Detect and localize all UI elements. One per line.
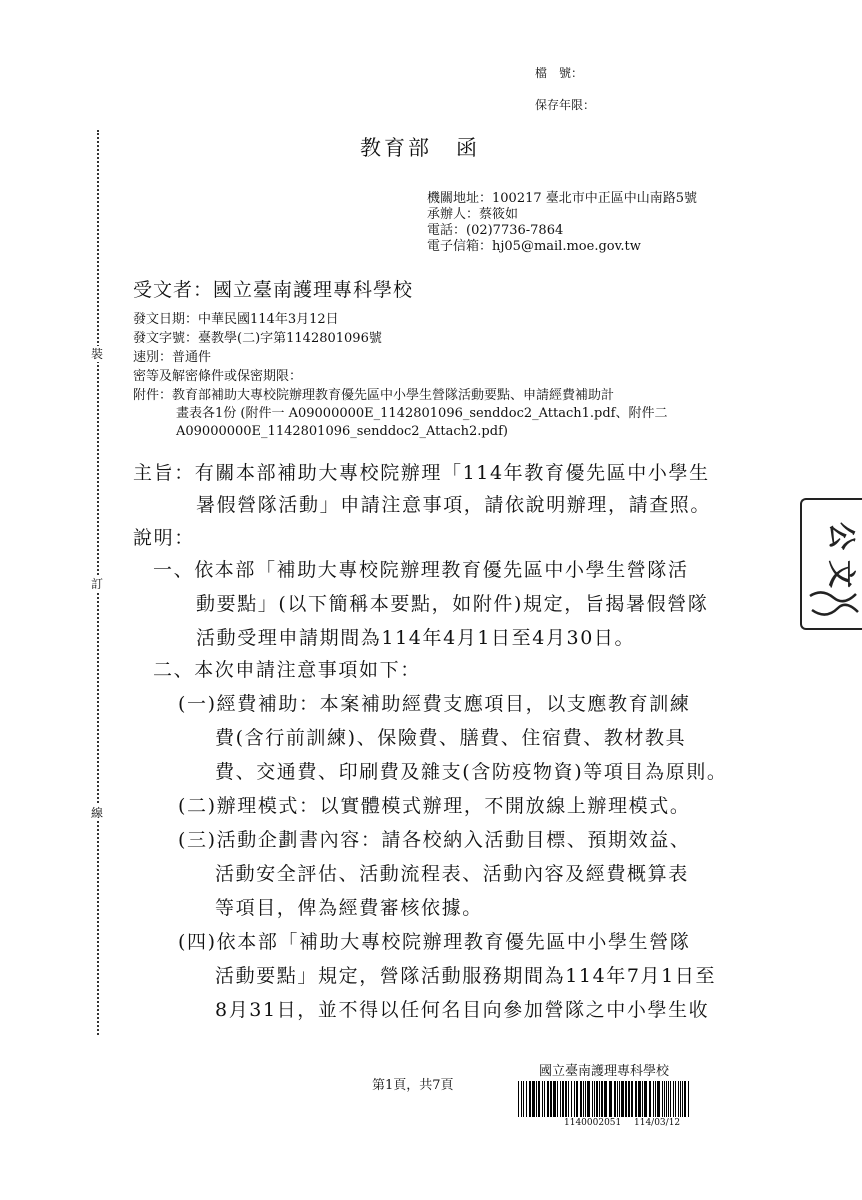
barcode-bar bbox=[562, 1081, 564, 1117]
recipient: 受文者：國立臺南護理專科學校 bbox=[133, 279, 414, 301]
subject-line-1: 主旨：有關本部補助大專校院辦理「114年教育優先區中小學生 bbox=[133, 462, 710, 484]
barcode-bar bbox=[550, 1081, 552, 1117]
barcode-bar bbox=[599, 1081, 600, 1117]
sub-item-1-line-1: (一)經費補助：本案補助經費支應項目，以支應教育訓練 bbox=[178, 693, 691, 715]
barcode-bar bbox=[614, 1081, 616, 1117]
barcode-bar bbox=[673, 1081, 674, 1117]
barcode-bar bbox=[621, 1081, 624, 1117]
svg-text:文: 文 bbox=[825, 559, 858, 589]
sub-item-3-line-3: 等項目，俾為經費審核依據。 bbox=[215, 897, 483, 919]
sub-item-3-line-1: (三)活動企劃書內容：請各校納入活動目標、預期效益、 bbox=[178, 829, 691, 851]
barcode-bar bbox=[594, 1081, 595, 1117]
file-number-label: 檔 號： bbox=[535, 66, 584, 80]
sub-item-2-line-1: (二)辦理模式：以實體模式辦理，不開放線上辦理模式。 bbox=[178, 795, 691, 817]
agency-contact: 承辦人：蔡筱如 bbox=[427, 207, 519, 222]
barcode-bar bbox=[684, 1081, 686, 1117]
barcode-bar bbox=[655, 1081, 656, 1117]
barcode-bar bbox=[638, 1081, 641, 1117]
barcode-bar bbox=[553, 1081, 556, 1117]
issue-date: 發文日期：中華民國114年3月12日 bbox=[133, 312, 339, 327]
svg-text:公: 公 bbox=[825, 521, 858, 551]
barcode-bar bbox=[574, 1081, 575, 1117]
agency-phone: 電話：(02)7736-7864 bbox=[427, 223, 564, 238]
subject-line-2: 暑假營隊活動」申請注意事項，請依說明辦理，請查照。 bbox=[196, 494, 712, 516]
sub-item-4-line-1: (四)依本部「補助大專校院辦理教育優先區中小學生營隊 bbox=[178, 931, 691, 953]
barcode-bar bbox=[609, 1081, 612, 1117]
barcode-bar bbox=[538, 1081, 540, 1117]
barcode-image bbox=[516, 1080, 692, 1118]
barcode-bar bbox=[526, 1081, 527, 1117]
explanation-heading: 說明： bbox=[133, 527, 195, 549]
barcode-bar bbox=[601, 1081, 603, 1117]
sub-item-1-line-3: 費、交通費、印刷費及雜支(含防疫物資)等項目為原則。 bbox=[215, 761, 728, 783]
barcode-bar bbox=[649, 1081, 651, 1117]
binding-char-zhuang: 裝 bbox=[90, 347, 103, 361]
retention-label: 保存年限： bbox=[535, 98, 596, 112]
barcode-block bbox=[516, 1063, 692, 1128]
attachments-line-1: 附件：教育部補助大專校院辦理教育優先區中小學生營隊活動要點、申請經費補助計 bbox=[133, 388, 615, 403]
explanation-item-1-line-1: 一、依本部「補助大專校院辦理教育優先區中小學生營隊活 bbox=[153, 559, 689, 581]
barcode-bar bbox=[688, 1081, 689, 1117]
barcode-bar bbox=[544, 1081, 545, 1117]
barcode-bar bbox=[617, 1081, 618, 1117]
sub-item-4-line-2: 活動要點」規定，營隊活動服務期間為114年7月1日至 bbox=[215, 965, 717, 987]
barcode-bar bbox=[653, 1081, 654, 1117]
delivery-speed: 速別：普通件 bbox=[133, 350, 212, 365]
barcode-bar bbox=[585, 1081, 586, 1117]
barcode-bar bbox=[583, 1081, 584, 1117]
barcode-bar bbox=[560, 1081, 561, 1117]
barcode-bar bbox=[657, 1081, 660, 1117]
barcode-bar bbox=[664, 1081, 665, 1117]
barcode-bar bbox=[523, 1081, 524, 1117]
attachments-line-2: 畫表各1份 (附件一 A09000000E_1142801096_senddoc2_Attach1.pdf、附件二 bbox=[176, 406, 668, 421]
barcode-bar bbox=[536, 1081, 537, 1117]
barcode-bar bbox=[678, 1081, 679, 1117]
binding-char-xian: 線 bbox=[90, 806, 103, 820]
sub-item-1-line-2: 費(含行前訓練)、保險費、膳費、住宿費、教材教具 bbox=[215, 727, 687, 749]
sub-item-3-line-2: 活動安全評估、活動流程表、活動內容及經費概算表 bbox=[215, 863, 689, 885]
document-number: 發文字號：臺教學(二)字第1142801096號 bbox=[133, 331, 382, 346]
barcode-bar bbox=[532, 1081, 535, 1117]
barcode-bar bbox=[642, 1081, 643, 1117]
explanation-item-1-line-3: 活動受理申請期間為114年4月1日至4月30日。 bbox=[196, 627, 636, 649]
barcode-bar bbox=[568, 1081, 569, 1117]
barcode-bar bbox=[587, 1081, 590, 1117]
receipt-stamp bbox=[800, 498, 862, 630]
document-title: 教育部 函 bbox=[360, 136, 480, 160]
agency-email: 電子信箱：hj05@mail.moe.gov.tw bbox=[427, 239, 641, 254]
barcode-bar bbox=[666, 1081, 667, 1117]
barcode-bar bbox=[557, 1081, 558, 1117]
barcode-bar bbox=[576, 1081, 578, 1117]
barcode-bar bbox=[644, 1081, 647, 1117]
barcode-bar bbox=[625, 1081, 627, 1117]
barcode-bar bbox=[628, 1081, 630, 1117]
barcode-number: 1140002051 bbox=[564, 1118, 622, 1128]
barcode-bar bbox=[619, 1081, 620, 1117]
barcode-bar bbox=[518, 1081, 519, 1117]
barcode-bar bbox=[631, 1081, 633, 1117]
barcode-school-name: 國立臺南護理專科學校 bbox=[538, 1064, 669, 1079]
sub-item-4-line-3: 8月31日，並不得以任何名目向參加營隊之中小學生收 bbox=[215, 999, 710, 1021]
explanation-item-1-line-2: 動要點」(以下簡稱本要點，如附件)規定，旨揭暑假營隊 bbox=[196, 593, 709, 615]
barcode-bar bbox=[604, 1081, 607, 1117]
binding-char-ding: 訂 bbox=[90, 577, 103, 591]
barcode-bar bbox=[635, 1081, 637, 1117]
attachments-line-3: A09000000E_1142801096_senddoc2_Attach2.pdf) bbox=[176, 424, 508, 439]
barcode-bar bbox=[662, 1081, 663, 1117]
barcode-bar bbox=[680, 1081, 681, 1117]
explanation-item-2-line-1: 二、本次申請注意事項如下： bbox=[153, 659, 421, 681]
barcode-bar bbox=[529, 1081, 531, 1117]
barcode-bar bbox=[668, 1081, 669, 1117]
barcode-bar bbox=[542, 1081, 543, 1117]
barcode-bar bbox=[596, 1081, 598, 1117]
barcode-bar bbox=[565, 1081, 567, 1117]
barcode-bar bbox=[675, 1081, 676, 1117]
stamp-graphic bbox=[802, 500, 862, 628]
barcode-bar bbox=[670, 1081, 671, 1117]
page-number: 第1頁，共7頁 bbox=[372, 1078, 454, 1093]
barcode-bar bbox=[682, 1081, 683, 1117]
barcode-bar bbox=[547, 1081, 549, 1117]
agency-address: 機關地址：100217 臺北市中正區中山南路5號 bbox=[427, 191, 698, 206]
barcode-bar bbox=[571, 1081, 572, 1117]
secrecy-level: 密等及解密條件或保密期限： bbox=[133, 369, 303, 384]
barcode-bar bbox=[592, 1081, 593, 1117]
barcode-date: 114/03/12 bbox=[634, 1118, 681, 1128]
barcode-bar bbox=[521, 1081, 522, 1117]
barcode-bar bbox=[580, 1081, 582, 1117]
